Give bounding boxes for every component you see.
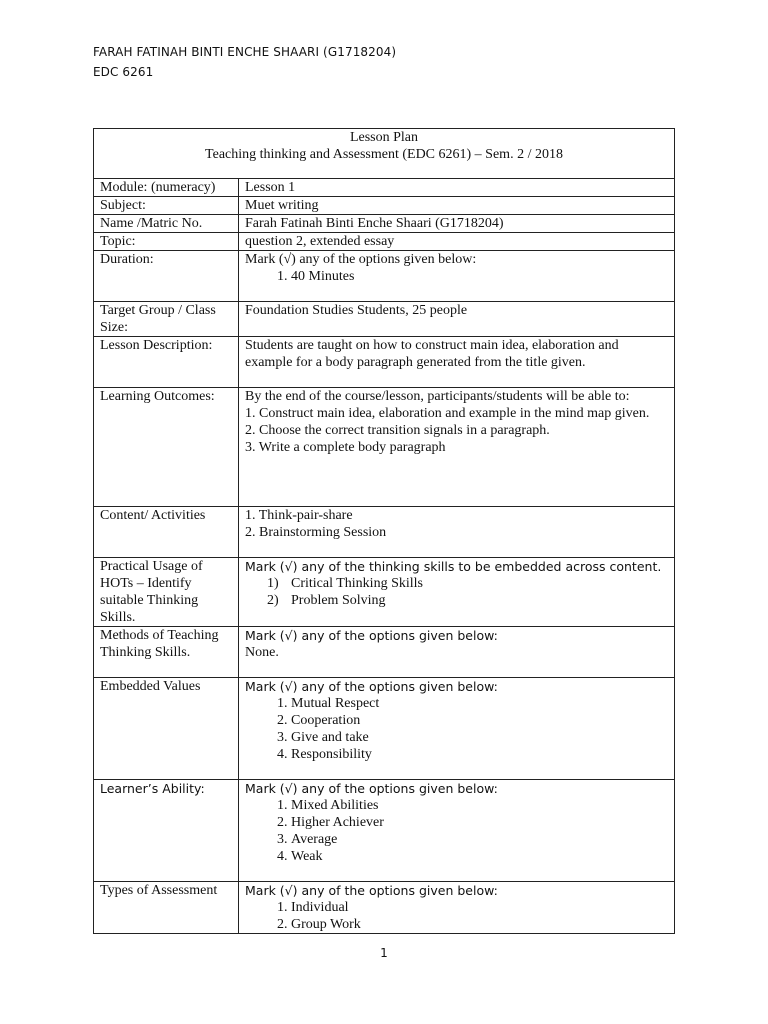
methods-instruction: Mark (√) any of the options given below: bbox=[245, 628, 498, 643]
value-values bbox=[239, 678, 675, 780]
list-item: 3. Give and take bbox=[291, 729, 668, 746]
row-assessment bbox=[94, 882, 675, 934]
value-topic: question 2, extended essay bbox=[239, 233, 675, 251]
row-content bbox=[94, 507, 675, 558]
list-item bbox=[267, 575, 668, 592]
row-subject bbox=[94, 197, 675, 215]
outcomes-intro: By the end of the course/lesson, participants/students will be able to: bbox=[245, 389, 630, 404]
label-duration: Duration: bbox=[94, 251, 239, 302]
list-item: 1. 40 Minutes bbox=[291, 268, 668, 285]
duration-instruction: Mark (√) any of the options given below: bbox=[245, 252, 477, 267]
document-header bbox=[93, 42, 396, 82]
list-item: 1. Mutual Respect bbox=[291, 695, 668, 712]
activity-item: 2. Brainstorming Session bbox=[245, 525, 387, 540]
value-assessment bbox=[239, 882, 675, 934]
hots-list bbox=[245, 575, 668, 609]
row-hots bbox=[94, 558, 675, 627]
value-content bbox=[239, 507, 675, 558]
values-list bbox=[245, 695, 668, 763]
title-cell bbox=[94, 129, 675, 179]
label-hots: Practical Usage of HOTs – Identify suitable Thinking Skills. bbox=[94, 558, 239, 627]
value-ability bbox=[239, 780, 675, 882]
list-item: 2. Cooperation bbox=[291, 712, 668, 729]
row-description bbox=[94, 337, 675, 388]
value-subject: Muet writing bbox=[239, 197, 675, 215]
title-row bbox=[94, 129, 675, 179]
value-hots bbox=[239, 558, 675, 627]
plan-title: Lesson Plan bbox=[349, 130, 419, 145]
list-item: 2. Higher Achiever bbox=[291, 814, 668, 831]
label-module: Module: (numeracy) bbox=[94, 179, 239, 197]
duration-list bbox=[245, 268, 668, 285]
label-values: Embedded Values bbox=[94, 678, 239, 780]
page-number: 1 bbox=[380, 946, 388, 960]
assessment-instruction: Mark (√) any of the options given below: bbox=[245, 883, 498, 898]
row-methods bbox=[94, 627, 675, 678]
outcome-item: 2. Choose the correct transition signals in a paragraph. bbox=[245, 423, 550, 438]
label-name: Name /Matric No. bbox=[94, 215, 239, 233]
list-item-text: Critical Thinking Skills bbox=[291, 576, 423, 591]
ability-instruction: Mark (√) any of the options given below: bbox=[245, 781, 498, 796]
value-target: Foundation Studies Students, 25 people bbox=[239, 302, 675, 337]
outcome-item: 1. Construct main idea, elaboration and example in the mind map given. bbox=[245, 406, 650, 421]
row-name bbox=[94, 215, 675, 233]
value-duration bbox=[239, 251, 675, 302]
label-topic: Topic: bbox=[94, 233, 239, 251]
label-target: Target Group / Class Size: bbox=[94, 302, 239, 337]
label-content: Content/ Activities bbox=[94, 507, 239, 558]
list-item bbox=[267, 592, 668, 609]
list-item: 1. Individual bbox=[291, 899, 668, 916]
author-line: FARAH FATINAH BINTI ENCHE SHAARI (G1718204) bbox=[93, 45, 397, 59]
row-outcomes bbox=[94, 388, 675, 507]
label-subject: Subject: bbox=[94, 197, 239, 215]
list-item: 2. Group Work bbox=[291, 916, 668, 933]
label-outcomes: Learning Outcomes: bbox=[94, 388, 239, 507]
value-name: Farah Fatinah Binti Enche Shaari (G1718204) bbox=[239, 215, 675, 233]
row-target bbox=[94, 302, 675, 337]
row-ability bbox=[94, 780, 675, 882]
list-item-text: Problem Solving bbox=[291, 593, 386, 608]
label-assessment: Types of Assessment bbox=[94, 882, 239, 934]
ability-list bbox=[245, 797, 668, 865]
list-item: 4. Responsibility bbox=[291, 746, 668, 763]
outcome-item: 3. Write a complete body paragraph bbox=[245, 440, 446, 455]
list-item: 3. Average bbox=[291, 831, 668, 848]
value-module: Lesson 1 bbox=[239, 179, 675, 197]
methods-value: None. bbox=[245, 645, 279, 660]
row-duration bbox=[94, 251, 675, 302]
value-description: Students are taught on how to construct main idea, elaboration and example for a body paragraph generated from the title given. bbox=[239, 337, 675, 388]
list-marker: 1) bbox=[267, 576, 279, 591]
label-description: Lesson Description: bbox=[94, 337, 239, 388]
activity-item: 1. Think-pair-share bbox=[245, 508, 353, 523]
plan-subtitle: Teaching thinking and Assessment (EDC 6261) – Sem. 2 / 2018 bbox=[205, 147, 563, 162]
value-methods bbox=[239, 627, 675, 678]
hots-instruction: Mark (√) any of the thinking skills to be embedded across content. bbox=[245, 559, 662, 574]
value-outcomes bbox=[239, 388, 675, 507]
row-module bbox=[94, 179, 675, 197]
list-marker: 2) bbox=[267, 593, 279, 608]
label-methods: Methods of Teaching Thinking Skills. bbox=[94, 627, 239, 678]
list-item: 1. Mixed Abilities bbox=[291, 797, 668, 814]
list-item: 4. Weak bbox=[291, 848, 668, 865]
course-code-line: EDC 6261 bbox=[93, 65, 154, 79]
row-topic bbox=[94, 233, 675, 251]
row-values bbox=[94, 678, 675, 780]
lesson-plan-table bbox=[93, 128, 675, 934]
label-ability: Learner’s Ability: bbox=[94, 780, 239, 882]
assessment-list bbox=[245, 899, 668, 933]
values-instruction: Mark (√) any of the options given below: bbox=[245, 679, 498, 694]
